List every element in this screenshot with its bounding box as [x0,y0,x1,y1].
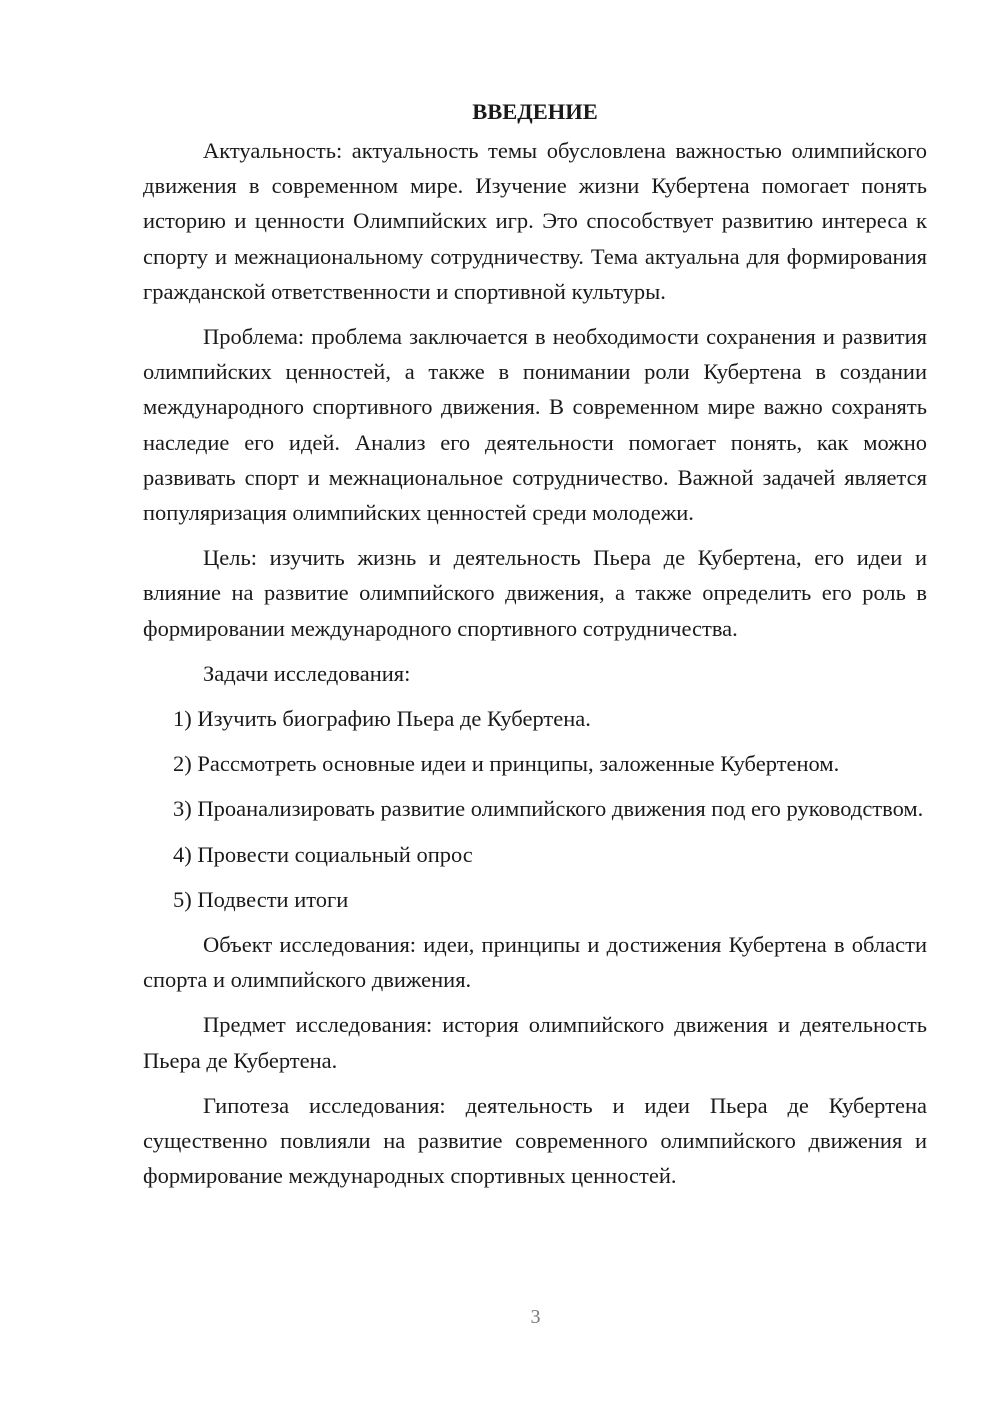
task-item-2: 2) Рассмотреть основные идеи и принципы, заложенные Кубертеном. [173,751,840,777]
task-item-4: 4) Провести социальный опрос [173,841,473,867]
paragraph-object: Объект исследования: идеи, принципы и достижения Кубертена в области спорта и олимпийского движения. [143,932,927,993]
tasks-heading: Задачи исследования: [203,660,411,686]
task-item-5: 5) Подвести итоги [173,886,349,912]
page-number: 3 [530,1306,541,1328]
document-body [143,94,927,1203]
paragraph-relevance: Актуальность: актуальность темы обусловлена важностью олимпийского движения в современном мире. Изучение жизни Кубертена помогает понять историю и ценности Олимпийских игр. Это способствует развитию интереса к спорту и межнациональному сотрудничеству. Тема актуальна для формирования гражданской ответственности и спортивной культуры. [143,138,927,304]
paragraph-goal: Цель: изучить жизнь и деятельность Пьера де Кубертена, его идеи и влияние на развитие олимпийского движения, а также определить его роль в формировании международного спортивного сотрудничества. [143,545,927,641]
paragraph-problem: Проблема: проблема заключается в необходимости сохранения и развития олимпийских ценностей, а также в понимании роли Кубертена в создании международного спортивного движения. В современном мире важно сохранять наследие его идей. Анализ его деятельности помогает понять, как можно развивать спорт и межнациональное сотрудничество. Важной задачей является популяризация олимпийских ценностей среди молодежи. [143,324,927,526]
task-item-1: 1) Изучить биографию Пьера де Кубертена. [173,706,591,732]
paragraph-hypothesis: Гипотеза исследования: деятельность и идеи Пьера де Кубертена существенно повлияли на развитие современного олимпийского движения и формирование международных спортивных ценностей. [143,1092,927,1189]
task-item-3: 3) Проанализировать развитие олимпийского движения под его руководством. [173,796,924,822]
paragraph-subject: Предмет исследования: история олимпийского движения и деятельность Пьера де Кубертена. [143,1012,927,1073]
section-title: ВВЕДЕНИЕ [472,99,598,124]
